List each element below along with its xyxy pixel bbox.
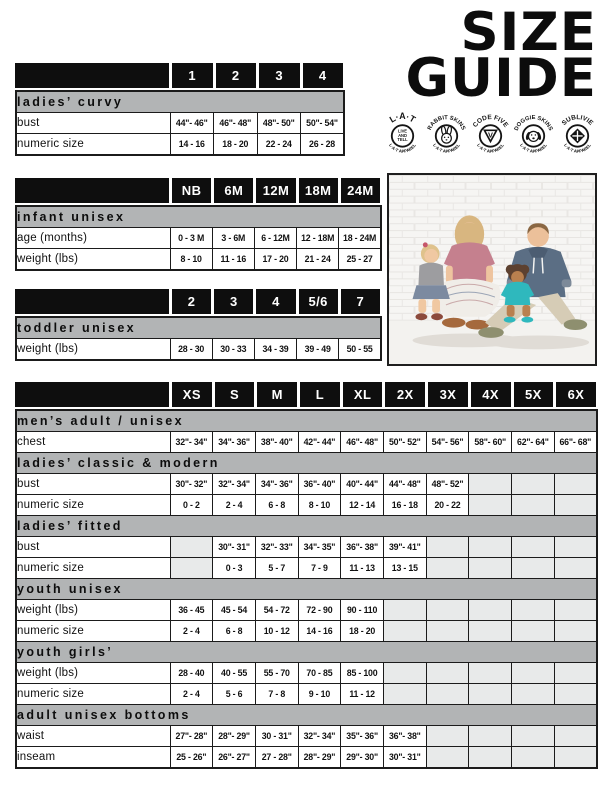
size-cell: 14 - 16: [170, 134, 214, 156]
svg-text:L·A·T: L·A·T: [387, 111, 418, 125]
table-row: [16, 684, 597, 705]
size-cell: 13 - 15: [383, 558, 426, 579]
table-row: [16, 113, 344, 134]
size-cell: 48"- 50": [257, 113, 301, 134]
table-row: [16, 621, 597, 642]
svg-text:TELL: TELL: [397, 137, 408, 143]
size-cell: [512, 495, 555, 516]
size-cell: [554, 726, 597, 747]
column-header: NB: [169, 178, 211, 203]
size-cell: 34"- 36": [255, 474, 298, 495]
svg-text:CODE FIVE: CODE FIVE: [471, 114, 509, 129]
svg-text:RABBIT SKINS: RABBIT SKINS: [426, 115, 466, 132]
table-infant-unisex: [15, 178, 382, 271]
size-cell: 5 - 7: [255, 558, 298, 579]
column-header: 6M: [211, 178, 253, 203]
section-header: youth girls’: [16, 642, 597, 663]
size-cell: [383, 684, 426, 705]
size-cell: 6 - 12M: [254, 228, 296, 249]
size-cell: 54 - 72: [255, 600, 298, 621]
column-header: 3X: [425, 382, 468, 407]
size-cell: 55 - 70: [255, 663, 298, 684]
size-cell: [554, 558, 597, 579]
size-cell: 5 - 6: [213, 684, 256, 705]
column-header: 18M: [296, 178, 338, 203]
size-cell: 54"- 56": [426, 432, 469, 453]
size-cell: 11 - 13: [341, 558, 384, 579]
size-cell: [512, 726, 555, 747]
section-row: [16, 516, 597, 537]
table-header-row: [15, 289, 382, 314]
header-label-bar: [15, 63, 169, 88]
column-header: 12M: [253, 178, 295, 203]
column-header: 6X: [553, 382, 596, 407]
table-row: [16, 663, 597, 684]
section-row: [16, 91, 344, 113]
row-label: waist: [16, 726, 170, 747]
size-cell: 36"- 40": [298, 474, 341, 495]
row-label: numeric size: [16, 134, 170, 156]
compass-diamond-stamp: [557, 108, 598, 162]
size-cell: 34 - 39: [254, 339, 296, 361]
row-label: age (months): [16, 228, 170, 249]
size-cell: 30"- 32": [170, 474, 213, 495]
brand-logo-doggie-skins: [513, 108, 554, 162]
row-label: numeric size: [16, 495, 170, 516]
size-cell: 32"- 34": [298, 726, 341, 747]
table-header-row: [15, 178, 382, 203]
size-cell: 7 - 8: [255, 684, 298, 705]
table-row: [16, 537, 597, 558]
size-cell: [512, 558, 555, 579]
row-label: numeric size: [16, 621, 170, 642]
size-cell: 85 - 100: [341, 663, 384, 684]
size-cell: 44"- 46": [170, 113, 214, 134]
size-cell: [170, 558, 213, 579]
size-cell: [426, 558, 469, 579]
page-title-line1: SIZE: [460, 2, 597, 63]
size-cell: 12 - 18M: [297, 228, 339, 249]
size-cell: 26 - 28: [301, 134, 345, 156]
svg-text:V: V: [487, 130, 493, 140]
size-cell: 35"- 36": [341, 726, 384, 747]
size-cell: 50"- 52": [383, 432, 426, 453]
size-cell: 17 - 20: [254, 249, 296, 271]
size-cell: 38"- 40": [255, 432, 298, 453]
size-cell: [512, 474, 555, 495]
size-cell: 2 - 4: [170, 684, 213, 705]
size-cell: 32"- 34": [170, 432, 213, 453]
column-header: 4: [300, 63, 344, 88]
row-label: bust: [16, 113, 170, 134]
size-cell: 27"- 28": [170, 726, 213, 747]
size-cell: 70 - 85: [298, 663, 341, 684]
table-adult-sizes: [15, 382, 598, 769]
table-row: [16, 495, 597, 516]
size-cell: 34"- 36": [213, 432, 256, 453]
size-cell: [469, 747, 512, 769]
row-label: numeric size: [16, 558, 170, 579]
size-cell: 0 - 3: [213, 558, 256, 579]
column-header: 7: [338, 289, 380, 314]
size-cell: [512, 684, 555, 705]
dog-face-stamp: [513, 108, 554, 162]
size-cell: [469, 537, 512, 558]
size-cell: [554, 474, 597, 495]
column-header: 5X: [511, 382, 554, 407]
size-cell: [469, 558, 512, 579]
section-row: [16, 410, 597, 432]
section-header: adult unisex bottoms: [16, 705, 597, 726]
header-label-bar: [15, 289, 169, 314]
row-label: weight (lbs): [16, 663, 170, 684]
size-cell: 9 - 10: [298, 684, 341, 705]
size-cell: [426, 747, 469, 769]
section-header: infant unisex: [16, 206, 381, 228]
page-title-line2: GUIDE: [405, 48, 597, 109]
size-cell: [469, 495, 512, 516]
size-cell: 8 - 10: [298, 495, 341, 516]
row-label: weight (lbs): [16, 249, 170, 271]
size-cell: [469, 663, 512, 684]
brand-logos-row: [382, 108, 598, 162]
size-cell: 30"- 31": [213, 537, 256, 558]
section-header: ladies’ curvy: [16, 91, 344, 113]
size-cell: 45 - 54: [213, 600, 256, 621]
size-cell: 28 - 40: [170, 663, 213, 684]
size-cell: 21 - 24: [297, 249, 339, 271]
size-cell: 39 - 49: [297, 339, 339, 361]
table-row: [16, 432, 597, 453]
size-cell: 8 - 10: [170, 249, 212, 271]
size-cell: 28"- 29": [213, 726, 256, 747]
row-label: chest: [16, 432, 170, 453]
family-photo: [387, 173, 597, 366]
row-label: weight (lbs): [16, 600, 170, 621]
size-cell: [469, 726, 512, 747]
table-row: [16, 134, 344, 156]
letter-v-shield-stamp: [470, 108, 511, 162]
column-header: 4: [253, 289, 295, 314]
size-cell: [383, 663, 426, 684]
size-cell: 6 - 8: [255, 495, 298, 516]
size-cell: 10 - 12: [255, 621, 298, 642]
row-label: bust: [16, 474, 170, 495]
column-header: 2: [169, 289, 211, 314]
size-cell: 7 - 9: [298, 558, 341, 579]
table-row: [16, 249, 381, 271]
page-title: [405, 2, 597, 109]
size-cell: 48"- 52": [426, 474, 469, 495]
size-cell: 34"- 35": [298, 537, 341, 558]
row-label: numeric size: [16, 684, 170, 705]
family-photo-illustration: [389, 175, 595, 364]
table-row: [16, 558, 597, 579]
size-cell: 0 - 2: [170, 495, 213, 516]
size-cell: 90 - 110: [341, 600, 384, 621]
column-header: XL: [340, 382, 383, 407]
size-cell: 62"- 64": [512, 432, 555, 453]
column-header: 1: [169, 63, 213, 88]
column-header: M: [254, 382, 297, 407]
brand-logo-l-a-t: [382, 108, 423, 162]
size-cell: [426, 537, 469, 558]
svg-text:L·A·T APPAREL: L·A·T APPAREL: [388, 142, 417, 154]
size-cell: 32"- 33": [255, 537, 298, 558]
table-row: [16, 339, 381, 361]
size-cell: 2 - 4: [170, 621, 213, 642]
table-row: [16, 228, 381, 249]
size-cell: [512, 600, 555, 621]
section-header: ladies’ classic & modern: [16, 453, 597, 474]
size-cell: [426, 621, 469, 642]
size-cell: 50"- 54": [301, 113, 345, 134]
section-row: [16, 453, 597, 474]
rabbit-face-stamp: [426, 108, 467, 162]
size-cell: [383, 621, 426, 642]
column-header: L: [297, 382, 340, 407]
svg-text:L·A·T APPAREL: L·A·T APPAREL: [563, 142, 592, 154]
row-label: inseam: [16, 747, 170, 769]
size-cell: [469, 684, 512, 705]
size-cell: 39"- 41": [383, 537, 426, 558]
size-grid: [15, 316, 382, 361]
size-cell: 26"- 27": [213, 747, 256, 769]
size-cell: 16 - 18: [383, 495, 426, 516]
row-label: bust: [16, 537, 170, 558]
size-cell: [469, 621, 512, 642]
column-header: 2: [213, 63, 257, 88]
size-cell: [554, 495, 597, 516]
size-cell: 30 - 33: [212, 339, 254, 361]
table-ladies-curvy: [15, 63, 345, 156]
size-cell: 0 - 3 M: [170, 228, 212, 249]
size-cell: [554, 747, 597, 769]
brand-logo-code-five: [470, 108, 511, 162]
svg-text:AND: AND: [398, 132, 407, 138]
size-cell: 36"- 38": [383, 726, 426, 747]
section-row: [16, 579, 597, 600]
table-toddler-unisex: [15, 289, 382, 361]
table-row: [16, 726, 597, 747]
section-row: [16, 642, 597, 663]
size-cell: [426, 684, 469, 705]
size-cell: 18 - 20: [341, 621, 384, 642]
size-grid: [15, 409, 598, 769]
size-cell: 42"- 44": [298, 432, 341, 453]
column-header: 24M: [338, 178, 380, 203]
column-header: 4X: [468, 382, 511, 407]
size-cell: 25 - 26": [170, 747, 213, 769]
svg-text:DOGGIE SKINS: DOGGIE SKINS: [513, 115, 554, 132]
size-grid: [15, 205, 382, 271]
size-cell: [554, 600, 597, 621]
size-cell: 40 - 55: [213, 663, 256, 684]
size-cell: 28"- 29": [298, 747, 341, 769]
size-cell: [554, 537, 597, 558]
svg-text:L·A·T APPAREL: L·A·T APPAREL: [431, 142, 461, 154]
header-label-bar: [15, 382, 169, 407]
size-cell: 3 - 6M: [212, 228, 254, 249]
size-cell: [170, 537, 213, 558]
size-cell: 40"- 44": [341, 474, 384, 495]
table-header-row: [15, 63, 345, 88]
column-header: S: [212, 382, 255, 407]
lat-live-and-tell-stamp: [382, 108, 423, 162]
size-cell: 46"- 48": [341, 432, 384, 453]
size-cell: 28 - 30: [170, 339, 212, 361]
size-cell: 18 - 20: [214, 134, 258, 156]
size-cell: 36"- 38": [341, 537, 384, 558]
size-cell: 29"- 30": [341, 747, 384, 769]
size-cell: [426, 726, 469, 747]
svg-text:L·A·T APPAREL: L·A·T APPAREL: [519, 142, 549, 154]
size-cell: 30"- 31": [383, 747, 426, 769]
table-header-row: [15, 382, 598, 407]
size-cell: 32"- 34": [213, 474, 256, 495]
size-cell: 36 - 45: [170, 600, 213, 621]
column-header: 2X: [382, 382, 425, 407]
section-header: youth unisex: [16, 579, 597, 600]
size-cell: 58"- 60": [469, 432, 512, 453]
size-cell: [554, 684, 597, 705]
row-label: weight (lbs): [16, 339, 170, 361]
section-row: [16, 206, 381, 228]
size-cell: [426, 600, 469, 621]
header-label-bar: [15, 178, 169, 203]
size-cell: 2 - 4: [213, 495, 256, 516]
table-row: [16, 474, 597, 495]
table-row: [16, 600, 597, 621]
column-header: 5/6: [296, 289, 338, 314]
size-cell: 20 - 22: [426, 495, 469, 516]
svg-text:LIVE: LIVE: [397, 128, 408, 134]
size-cell: [554, 621, 597, 642]
size-cell: [512, 537, 555, 558]
size-cell: 22 - 24: [257, 134, 301, 156]
size-cell: 18 - 24M: [339, 228, 381, 249]
svg-text:L·A·T APPAREL: L·A·T APPAREL: [475, 142, 505, 154]
size-cell: [554, 663, 597, 684]
column-header: 3: [211, 289, 253, 314]
size-cell: 66"- 68": [554, 432, 597, 453]
svg-text:SUBLIVIE: SUBLIVIE: [560, 114, 595, 127]
size-cell: 72 - 90: [298, 600, 341, 621]
size-cell: 12 - 14: [341, 495, 384, 516]
size-cell: 30 - 31": [255, 726, 298, 747]
column-header: XS: [169, 382, 212, 407]
column-header: 3: [256, 63, 300, 88]
section-row: [16, 705, 597, 726]
section-header: ladies’ fitted: [16, 516, 597, 537]
size-cell: 25 - 27: [339, 249, 381, 271]
size-cell: 46"- 48": [214, 113, 258, 134]
brand-logo-rabbit-skins: [426, 108, 467, 162]
size-cell: [469, 474, 512, 495]
size-cell: 50 - 55: [339, 339, 381, 361]
size-cell: [512, 747, 555, 769]
section-row: [16, 317, 381, 339]
size-cell: [383, 600, 426, 621]
brand-logo-sublivie: [557, 108, 598, 162]
size-cell: 27 - 28": [255, 747, 298, 769]
section-header: men’s adult / unisex: [16, 410, 597, 432]
size-cell: 6 - 8: [213, 621, 256, 642]
size-cell: 11 - 12: [341, 684, 384, 705]
size-cell: 11 - 16: [212, 249, 254, 271]
size-cell: [512, 621, 555, 642]
table-row: [16, 747, 597, 769]
section-header: toddler unisex: [16, 317, 381, 339]
size-cell: 14 - 16: [298, 621, 341, 642]
size-cell: 44"- 48": [383, 474, 426, 495]
size-cell: [512, 663, 555, 684]
size-cell: [426, 663, 469, 684]
size-cell: [469, 600, 512, 621]
size-grid: [15, 90, 345, 156]
